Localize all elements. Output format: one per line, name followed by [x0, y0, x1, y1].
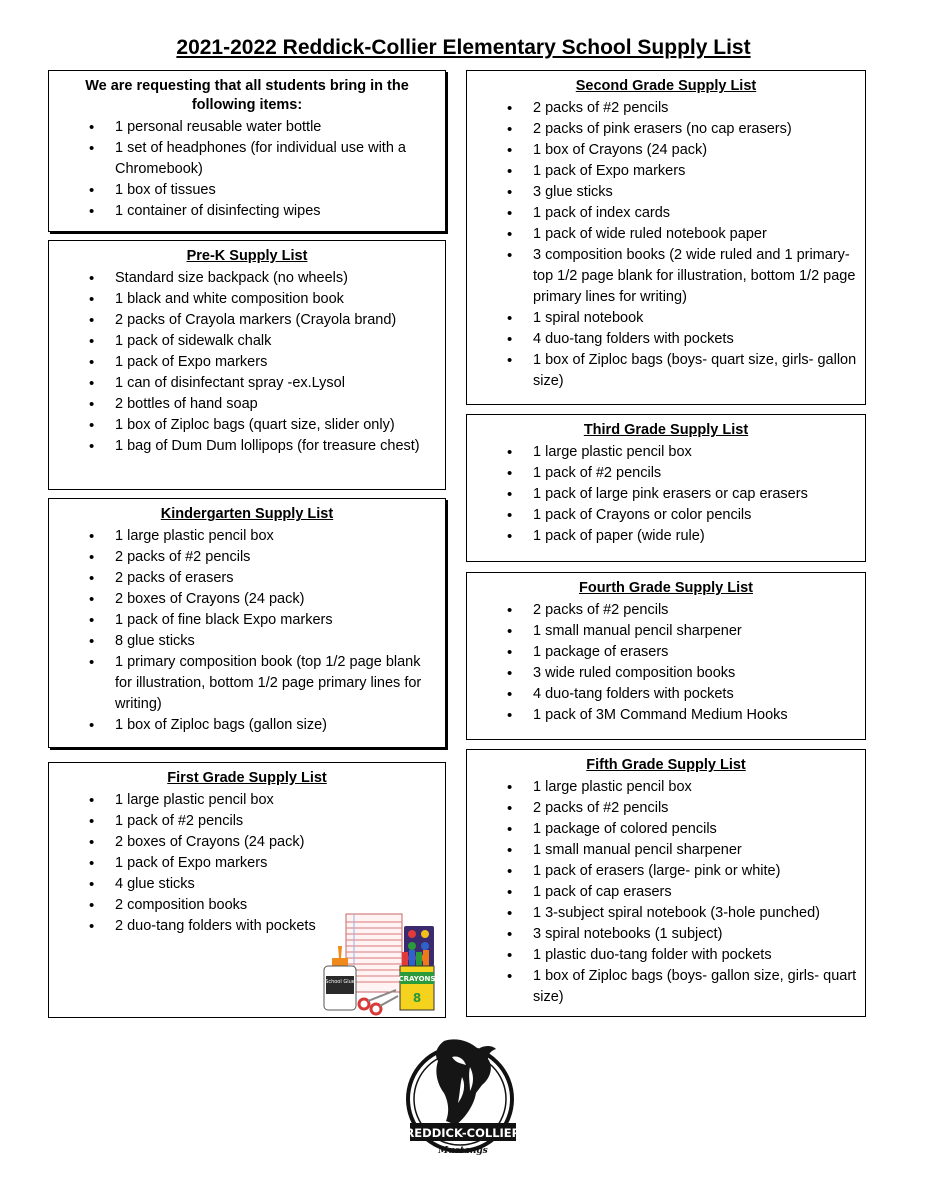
request-list — [49, 117, 445, 222]
list-item: • 2 boxes of Crayons (24 pack) — [49, 832, 445, 853]
prek-heading: Pre-K Supply List — [186, 248, 308, 264]
list-item: • 4 glue sticks — [49, 874, 445, 895]
list-item: • 1 small manual pencil sharpener — [467, 621, 865, 642]
list-item: • 1 small manual pencil sharpener — [467, 840, 865, 861]
list-item: • 1 pack of 3M Command Medium Hooks — [467, 705, 865, 726]
scissors-icon — [359, 990, 398, 1014]
list-item: • 3 glue sticks — [467, 182, 865, 203]
reddick-collier-mustangs-logo — [404, 1037, 522, 1165]
list-item: • 3 spiral notebooks (1 subject) — [467, 924, 865, 945]
list-item: • 1 set of headphones (for individual use with a Chromebook) — [49, 138, 445, 180]
list-item: • 2 packs of pink erasers (no cap erasers) — [467, 119, 865, 140]
third-grade-box — [466, 414, 866, 562]
fifth-grade-heading: Fifth Grade Supply List — [586, 757, 746, 773]
list-item: • 1 box of Ziploc bags (quart size, slider only) — [49, 415, 445, 436]
list-item: • 1 pack of large pink erasers or cap erasers — [467, 484, 865, 505]
list-item: • 2 packs of #2 pencils — [467, 798, 865, 819]
list-item: • 3 wide ruled composition books — [467, 663, 865, 684]
list-item: • 1 pack of Expo markers — [467, 161, 865, 182]
list-item: • 1 package of erasers — [467, 642, 865, 663]
list-item: • 2 packs of erasers — [49, 568, 445, 589]
list-item: • 1 box of Ziploc bags (boys- gallon size, girls- quart size) — [467, 966, 865, 1008]
list-item: • 1 pack of wide ruled notebook paper — [467, 224, 865, 245]
list-item: • 1 large plastic pencil box — [467, 777, 865, 798]
list-item: • 2 composition books — [49, 895, 445, 916]
list-item: • 1 container of disinfecting wipes — [49, 201, 445, 222]
list-item: • 1 box of tissues — [49, 180, 445, 201]
second-grade-box — [466, 70, 866, 405]
list-item: • 1 pack of Expo markers — [49, 352, 445, 373]
list-item: • 1 large plastic pencil box — [49, 790, 445, 811]
second-grade-list — [467, 98, 865, 392]
second-grade-heading: Second Grade Supply List — [575, 78, 757, 94]
kindergarten-list — [49, 526, 445, 736]
list-item: • Standard size backpack (no wheels) — [49, 268, 445, 289]
list-item: • 2 packs of Crayola markers (Crayola brand) — [49, 310, 445, 331]
list-item: • 1 box of Crayons (24 pack) — [467, 140, 865, 161]
fifth-grade-box — [466, 749, 866, 1017]
list-item: • 1 pack of Expo markers — [49, 853, 445, 874]
list-item: • 1 large plastic pencil box — [467, 442, 865, 463]
list-item: • 1 pack of #2 pencils — [467, 463, 865, 484]
list-item: • 3 composition books (2 wide ruled and 1 primary- top 1/2 page blank for illustration, bottom 1/2 page primary lines for writing) — [467, 245, 865, 308]
request-intro: We are requesting that all students bring in the following items: — [85, 78, 409, 113]
list-item: • 1 package of colored pencils — [467, 819, 865, 840]
request-box — [48, 70, 446, 232]
list-item: • 1 personal reusable water bottle — [49, 117, 445, 138]
list-item: • 1 pack of index cards — [467, 203, 865, 224]
list-item: • 1 pack of fine black Expo markers — [49, 610, 445, 631]
list-item: • 1 box of Ziploc bags (gallon size) — [49, 715, 445, 736]
list-item: • 4 duo-tang folders with pockets — [467, 684, 865, 705]
kindergarten-box — [48, 498, 446, 748]
list-item: • 1 spiral notebook — [467, 308, 865, 329]
prek-list — [49, 268, 445, 457]
list-item: • 1 pack of sidewalk chalk — [49, 331, 445, 352]
list-item: • 1 3-subject spiral notebook (3-hole punched) — [467, 903, 865, 924]
list-item: • 1 bag of Dum Dum lollipops (for treasure chest) — [49, 436, 445, 457]
list-item: • 1 box of Ziploc bags (boys- quart size, girls- gallon size) — [467, 350, 865, 392]
first-grade-heading: First Grade Supply List — [167, 770, 327, 786]
list-item: • 1 large plastic pencil box — [49, 526, 445, 547]
list-item: • 1 pack of erasers (large- pink or white) — [467, 861, 865, 882]
list-item: • 1 plastic duo-tang folder with pockets — [467, 945, 865, 966]
list-item: • 2 packs of #2 pencils — [467, 600, 865, 621]
kindergarten-heading: Kindergarten Supply List — [160, 506, 334, 522]
list-item: • 4 duo-tang folders with pockets — [467, 329, 865, 350]
third-grade-heading: Third Grade Supply List — [583, 422, 749, 438]
list-item: • 1 black and white composition book — [49, 289, 445, 310]
logo-school-name: REDDICK-COLLIER — [405, 1126, 521, 1140]
list-item: • 1 primary composition book (top 1/2 page blank for illustration, bottom 1/2 page primary lines for writing) — [49, 652, 445, 715]
page-title: 2021-2022 Reddick-Collier Elementary School Supply List — [176, 36, 751, 59]
third-grade-list — [467, 442, 865, 547]
list-item: • 8 glue sticks — [49, 631, 445, 652]
logo-mascot-name: Mustangs — [438, 1146, 488, 1156]
prek-box — [48, 240, 446, 490]
list-item: • 2 boxes of Crayons (24 pack) — [49, 589, 445, 610]
school-supplies-clipart — [320, 912, 442, 1016]
list-item: • 2 packs of #2 pencils — [467, 98, 865, 119]
fourth-grade-list — [467, 600, 865, 726]
glue-label: School Glue — [325, 979, 355, 985]
list-item: • 2 duo-tang folders with pockets — [49, 916, 445, 937]
list-item: • 2 packs of #2 pencils — [49, 547, 445, 568]
fifth-grade-list — [467, 777, 865, 1008]
list-item: • 1 can of disinfectant spray -ex.Lysol — [49, 373, 445, 394]
list-item: • 1 pack of cap erasers — [467, 882, 865, 903]
list-item: • 2 bottles of hand soap — [49, 394, 445, 415]
list-item: • 1 pack of #2 pencils — [49, 811, 445, 832]
crayons-label: CRAYONS — [398, 975, 436, 983]
crayons-count: 8 — [412, 991, 422, 1005]
list-item: • 1 pack of paper (wide rule) — [467, 526, 865, 547]
list-item: • 1 pack of Crayons or color pencils — [467, 505, 865, 526]
fourth-grade-heading: Fourth Grade Supply List — [578, 580, 753, 596]
fourth-grade-box — [466, 572, 866, 740]
